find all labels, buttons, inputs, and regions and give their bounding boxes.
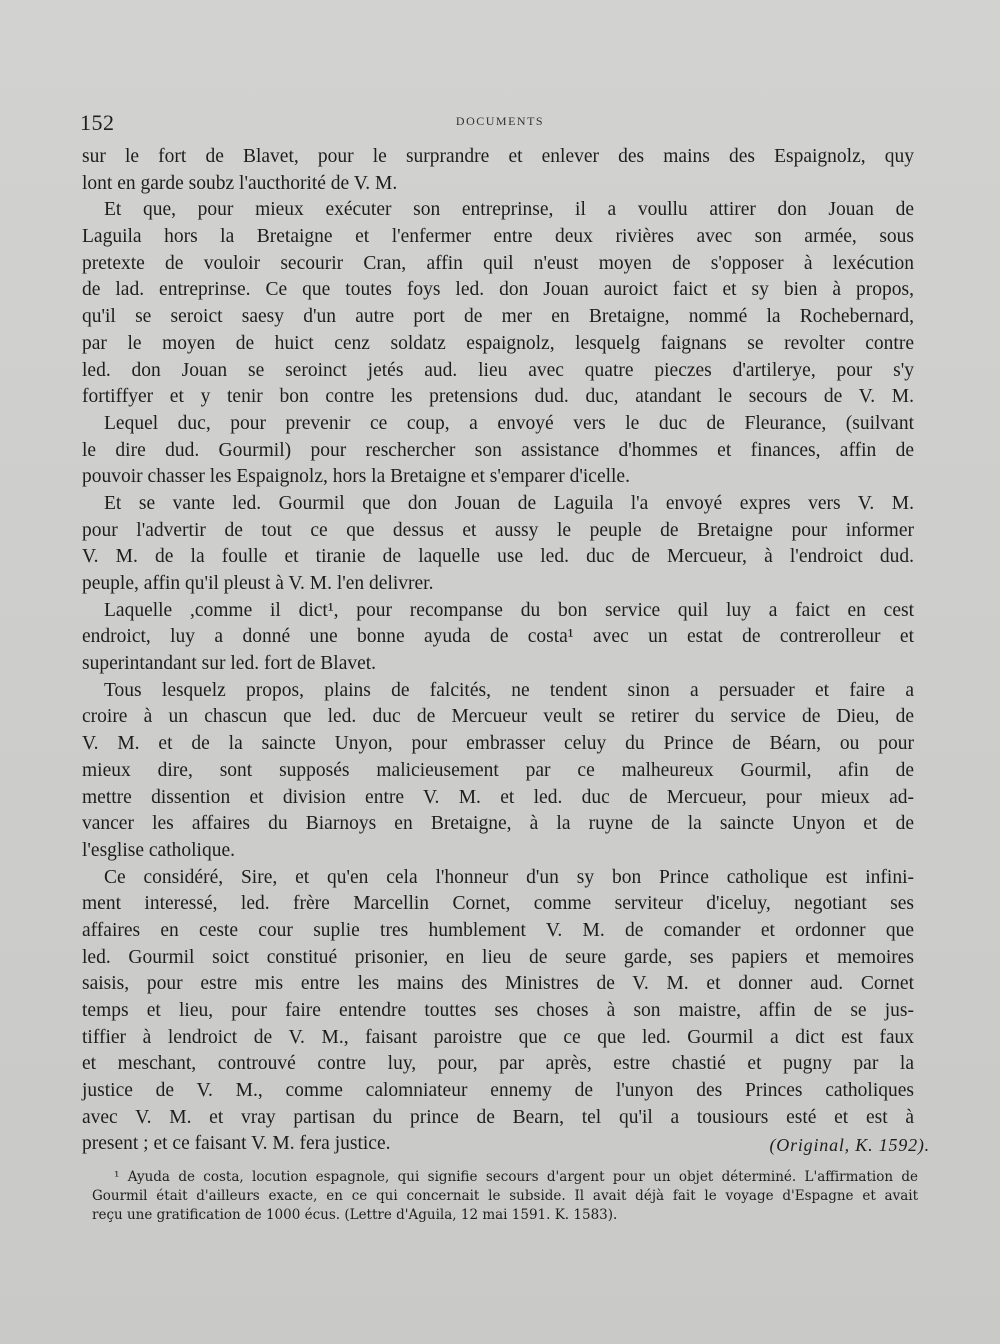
text-line: Lequel duc, pour prevenir ce coup, a envoyé vers le duc de Fleurance, (suilvant	[104, 412, 914, 434]
text-line: temps et lieu, pour faire entendre touttes ses choses à son maistre, affin de se jus-	[82, 1000, 914, 1021]
text-line: vancer les affaires du Biarnoys en Bretaigne, à la ruyne de la saincte Unyon et de	[82, 813, 914, 835]
page-number: 152	[80, 110, 115, 135]
text-line: peuple, affin qu'il pleust à V. M. l'en delivrer.	[82, 573, 434, 594]
text-line: led. Gourmil soict constitué prisonier, en lieu de seure garde, ses papiers et memoires	[82, 946, 914, 968]
page-header	[80, 108, 920, 136]
footnotes	[92, 1168, 918, 1225]
text-line: present ; et ce faisant V. M. fera justice.	[82, 1133, 391, 1155]
text-line: et meschant, controuvé contre luy, pour, par après, estre chastié et pugny par la	[82, 1053, 914, 1075]
text-line: sur le fort de Blavet, pour le surprandre et enlever des mains des Espaignolz, quy	[82, 146, 914, 167]
text-line: Tous lesquelz propos, plains de falcités, ne tendent sinon a persuader et faire a	[104, 679, 914, 701]
text-line: affaires en ceste cour suplie tres humblement V. M. de comander et ordonner que	[82, 919, 914, 941]
text-line: avec V. M. et vray partisan du prince de Bearn, tel qu'il a tousiours esté et est à	[82, 1106, 914, 1128]
text-line: pretexte de vouloir secourir Cran, affin quil n'eust moyen de s'opposer à lexécution	[82, 252, 914, 274]
text-line: led. don Jouan se seroinct jetés aud. lieu avec quatre pieczes d'artilerye, pour s'y	[82, 359, 914, 381]
text-line: justice de V. M., comme calomniateur ennemy de l'unyon des Princes catholiques	[82, 1080, 914, 1102]
text-line: saisis, pour estre mis entre les mains des Ministres de V. M. et donner aud. Cornet	[82, 973, 914, 995]
text-line: mieux dire, sont supposés malicieusement par ce malheureux Gourmil, afin de	[82, 759, 914, 781]
text-line: mettre dissention et division entre V. M. et led. duc de Mercueur, pour mieux ad-	[82, 786, 914, 808]
footnote-line: reçu une gratification de 1000 écus. (Lettre d'Aguila, 12 mai 1591. K. 1583).	[92, 1207, 618, 1223]
text-line: pouvoir chasser les Espaignolz, hors la Bretaigne et s'emparer d'icelle.	[82, 466, 630, 488]
text-line: lont en garde soubz l'aucthorité de V. M.	[82, 172, 398, 194]
source-note: (Original, K. 1592).	[769, 1135, 930, 1155]
footnote-line: ¹ Ayuda de costa, locution espagnole, qui signifie secours d'argent pour un objet déterminé. L'affirmation de	[114, 1169, 918, 1185]
text-line: qu'il se seroict saesy d'un autre port de mer en Bretaigne, nommé la Rochebernard,	[82, 306, 914, 328]
text-line: V. M. de la foulle et tiranie de laquelle use led. duc de Mercueur, à l'endroict dud.	[82, 546, 914, 568]
text-line: l'esglise catholique.	[82, 839, 235, 861]
text-line: tiffier à lendroict de V. M., faisant paroistre que ce que led. Gourmil a dict est faux	[82, 1026, 914, 1048]
text-line: par le moyen de huict cenz soldatz espaignolz, lesquelg faignans se revolter contre	[82, 332, 914, 354]
body-text	[82, 144, 914, 1158]
text-line: fortiffyer et y tenir bon contre les pretensions dud. duc, atandant le secours de V. M.	[82, 386, 914, 408]
running-head: DOCUMENTS	[455, 114, 545, 128]
footnote-line: Gourmil était d'ailleurs exacte, en ce qui concernait le subside. Il avait déjà fait le voyage d'Espagne et avait	[92, 1188, 918, 1204]
text-line: pour l'advertir de tout ce que dessus et aussy le peuple de Bretaigne pour informer	[82, 519, 914, 541]
text-line: Ce considéré, Sire, et qu'en cela l'honneur d'un sy bon Prince catholique est infini-	[104, 866, 914, 888]
text-line: le dire dud. Gourmil) pour reschercher son assistance d'hommes et finances, affin de	[82, 439, 914, 461]
text-line: croire à un chascun que led. duc de Mercueur veult se retirer du service de Dieu, de	[82, 706, 914, 728]
text-line: Et se vante led. Gourmil que don Jouan de Laguila l'a envoyé expres vers V. M.	[104, 492, 914, 514]
text-line: Laguila hors la Bretaigne et l'enfermer entre deux rivières avec son armée, sous	[82, 226, 914, 248]
text-line: superintandant sur led. fort de Blavet.	[82, 653, 377, 675]
text-line: Et que, pour mieux exécuter son entreprinse, il a voullu attirer don Jouan de	[104, 199, 914, 221]
text-line: Laquelle ,comme il dict¹, pour recompanse du bon service quil luy a faict en cest	[104, 599, 914, 621]
text-line: endroict, luy a donné une bonne ayuda de costa¹ avec un estat de contrerolleur et	[82, 626, 914, 648]
text-line: V. M. et de la saincte Unyon, pour embrasser celuy du Prince de Béarn, ou pour	[82, 733, 914, 755]
text-line: ment interessé, led. frère Marcellin Cornet, comme serviteur d'iceluy, negotiant ses	[82, 893, 914, 915]
text-line: de lad. entreprinse. Ce que toutes foys led. don Jouan auroict faict et sy bien à propos,	[82, 279, 914, 301]
